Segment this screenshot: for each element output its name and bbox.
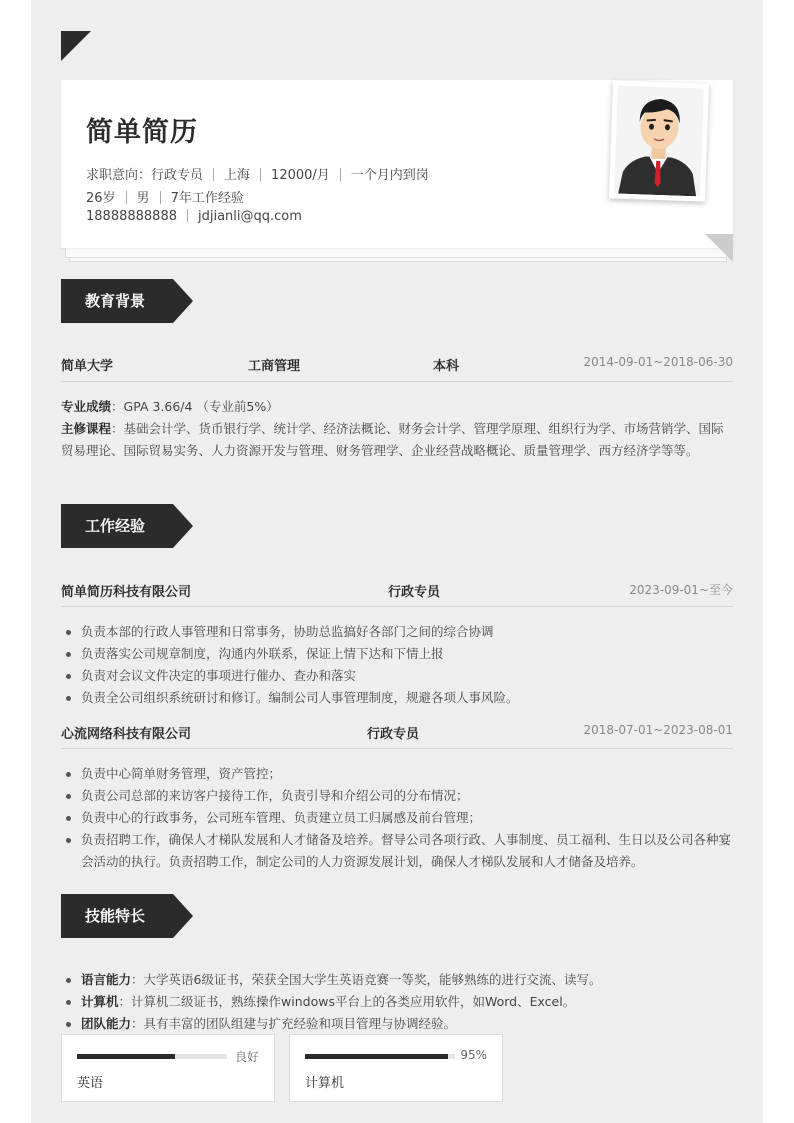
skill-card-computer [289, 1034, 503, 1102]
skill-label: 计算机 [81, 994, 119, 1009]
job-duties [61, 763, 733, 873]
courses-text: ：基础会计学、货币银行学、统计学、经济法概论、财务会计学、管理学原理、组织行为学、市场营销学、国际贸易理论、国际贸易实务、人力资源开发与管理、财务管理学、企业经营战略概论、质量管理学、西方经济学等等。 [61, 421, 724, 458]
skill-name: 计算机 [305, 1076, 345, 1091]
major: 工商管理 [248, 359, 301, 374]
divider [340, 168, 341, 181]
intent-line [86, 164, 429, 183]
skill-progress-bar [77, 1054, 227, 1059]
salary: 12000/月 [271, 168, 330, 183]
skill-level-text: 95% [460, 1048, 487, 1062]
job-duties [61, 621, 733, 709]
skill-label: 团队能力 [81, 1016, 132, 1031]
divider [126, 191, 127, 204]
education-details [61, 396, 733, 462]
list-item [61, 969, 733, 991]
list-item [61, 1013, 733, 1035]
skill-card-english [61, 1034, 275, 1102]
courses-label: 主修课程 [61, 421, 112, 436]
city: 上海 [224, 168, 251, 183]
avatar [609, 80, 709, 201]
skill-name: 英语 [77, 1076, 104, 1091]
skill-text: ：计算机二级证书，熟练操作windows平台上的各类应用软件，如Word、Excel。 [118, 994, 576, 1009]
corner-decoration [61, 31, 91, 61]
section-title-work: 工作经验 [61, 504, 173, 548]
degree: 本科 [433, 359, 460, 374]
resume-page [31, 0, 763, 1123]
divider [187, 209, 188, 222]
divider [160, 191, 161, 204]
resume-title: 简单简历 [86, 117, 198, 148]
page-fold-decoration [705, 234, 733, 262]
skill-text: ：具有丰富的团队组建与扩充经验和项目管理与协调经验。 [131, 1016, 457, 1031]
job-date: 2023-09-01~至今 [629, 583, 733, 597]
skill-progress-fill [305, 1054, 448, 1059]
divider [213, 168, 214, 181]
company-name: 简单简历科技有限公司 [61, 585, 192, 600]
skill-label: 语言能力 [81, 972, 132, 987]
list-item: 负责招聘工作，确保人才梯队发展和人才储备及培养。督导公司各项行政、人事制度、员工福利、生日以及公司各种宴会活动的执行。负责招聘工作，制定公司的人力资源发展计划，确保人才梯队发展和人才储备及培养。 [61, 829, 733, 873]
basic-info-line [86, 187, 244, 206]
list-item: 负责全公司组织系统研讨和修订。编制公司人事管理制度，规避各项人事风险。 [61, 687, 733, 709]
skill-text: ：大学英语6级证书，荣获全国大学生英语竞赛一等奖，能够熟练的进行交流、读写。 [131, 972, 602, 987]
list-item: 负责本部的行政人事管理和日常事务，协助总监搞好各部门之间的综合协调 [61, 621, 733, 643]
email: jdjianli@qq.com [197, 209, 302, 224]
list-item: 负责中心简单财务管理，资产管控； [61, 763, 733, 785]
school-name: 简单大学 [61, 359, 114, 374]
list-item: 负责对会议文件决定的事项进行催办、查办和落实 [61, 665, 733, 687]
gender: 男 [136, 191, 150, 206]
job-position: 行政专员 [367, 727, 420, 742]
gpa-label: 专业成绩 [61, 399, 112, 414]
row-divider [61, 748, 733, 749]
phone: 18888888888 [86, 209, 177, 224]
availability: 一个月内到岗 [350, 168, 429, 183]
list-item [61, 991, 733, 1013]
skill-progress-bar [305, 1054, 455, 1059]
job-position: 行政专员 [388, 585, 441, 600]
intent-position: 行政专员 [151, 168, 204, 183]
gpa-text: ：GPA 3.66/4 （专业前5%） [111, 399, 279, 414]
skill-level-text: 良好 [234, 1050, 259, 1064]
divider [260, 168, 261, 181]
intent-label: 求职意向： [86, 168, 152, 183]
section-title-skills: 技能特长 [61, 894, 173, 938]
education-date: 2014-09-01~2018-06-30 [583, 355, 733, 369]
list-item: 负责落实公司规章制度，沟通内外联系，保证上情下达和下情上报 [61, 643, 733, 665]
list-item: 负责中心的行政事务，公司班车管理、负责建立员工归属感及前台管理； [61, 807, 733, 829]
skills-list [61, 969, 733, 1035]
company-name: 心流网络科技有限公司 [61, 727, 192, 742]
list-item: 负责公司总部的来访客户接待工作，负责引导和介绍公司的分布情况； [61, 785, 733, 807]
job-date: 2018-07-01~2023-08-01 [583, 723, 733, 737]
contact-line [86, 209, 302, 224]
row-divider [61, 606, 733, 607]
age: 26岁 [86, 191, 116, 206]
avatar-illustration [614, 86, 704, 197]
row-divider [61, 381, 733, 382]
skill-progress-fill [77, 1054, 175, 1059]
section-title-education: 教育背景 [61, 279, 173, 323]
experience: 7年工作经验 [170, 191, 244, 206]
